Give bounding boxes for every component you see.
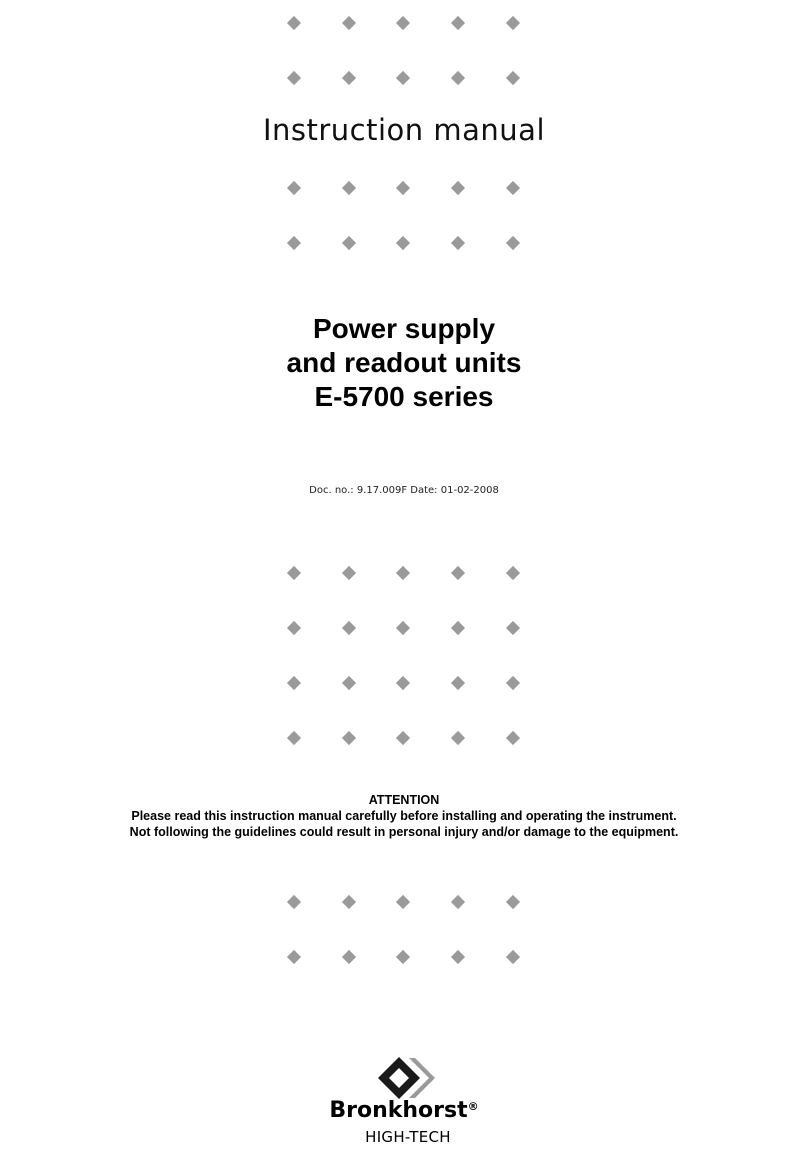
diamond-ornament <box>396 950 410 964</box>
brand-name: Bronkhorst <box>329 1098 468 1123</box>
diamond-ornament <box>396 181 410 195</box>
attention-line: Not following the guidelines could result in personal injury and/or damage to the equipment. <box>129 825 679 839</box>
title-line: and readout units <box>286 347 522 378</box>
diamond-ornament <box>396 566 410 580</box>
diamond-ornament <box>342 950 356 964</box>
registered-mark: ® <box>467 1100 479 1113</box>
attention-heading: ATTENTION <box>368 793 440 807</box>
diamond-ornament <box>451 950 465 964</box>
diamond-ornament <box>287 621 301 635</box>
diamond-ornament <box>396 895 410 909</box>
diamond-ornament <box>506 566 520 580</box>
diamond-ornament <box>506 16 520 30</box>
diamond-ornament <box>287 895 301 909</box>
diamond-ornament <box>342 16 356 30</box>
diamond-ornament <box>396 731 410 745</box>
diamond-ornament <box>342 895 356 909</box>
diamond-ornament <box>342 676 356 690</box>
diamond-ornament <box>396 676 410 690</box>
diamond-ornament <box>342 236 356 250</box>
diamond-ornament <box>451 676 465 690</box>
diamond-ornament <box>287 731 301 745</box>
diamond-ornament <box>451 621 465 635</box>
diamond-ornament <box>287 236 301 250</box>
diamond-ornament <box>396 16 410 30</box>
title-line: Power supply <box>312 313 496 344</box>
diamond-ornament <box>451 566 465 580</box>
diamond-row-3 <box>0 188 808 204</box>
diamond-ornament <box>396 621 410 635</box>
diamond-ornament <box>506 731 520 745</box>
diamond-ornament <box>451 181 465 195</box>
title-line: E-5700 series <box>314 381 494 412</box>
diamond-ornament <box>287 71 301 85</box>
diamond-ornament <box>506 895 520 909</box>
diamond-ornament <box>396 71 410 85</box>
diamond-row-4 <box>0 243 808 259</box>
diamond-ornament <box>451 236 465 250</box>
attention-line: Please read this instruction manual carefully before installing and operating the instrument. <box>131 809 677 823</box>
diamond-ornament <box>506 236 520 250</box>
diamond-ornament <box>287 16 301 30</box>
diamond-ornament <box>342 621 356 635</box>
diamond-ornament <box>451 71 465 85</box>
diamond-row-1 <box>0 23 808 39</box>
diamond-row-2 <box>0 78 808 94</box>
diamond-row-8 <box>0 738 808 754</box>
diamond-ornament <box>506 181 520 195</box>
diamond-ornament <box>342 731 356 745</box>
diamond-ornament <box>287 181 301 195</box>
diamond-ornament <box>451 895 465 909</box>
manual-heading: Instruction manual <box>262 113 546 147</box>
diamond-row-10 <box>0 957 808 973</box>
diamond-ornament <box>506 950 520 964</box>
document-title <box>0 312 808 414</box>
brand-mark-icon <box>375 1056 439 1100</box>
diamond-ornament <box>506 71 520 85</box>
diamond-row-6 <box>0 628 808 644</box>
diamond-row-7 <box>0 683 808 699</box>
diamond-ornament <box>287 566 301 580</box>
diamond-ornament <box>287 950 301 964</box>
brand-name-line <box>0 1098 808 1123</box>
diamond-ornament <box>342 71 356 85</box>
diamond-ornament <box>342 181 356 195</box>
diamond-ornament <box>396 236 410 250</box>
diamond-ornament <box>342 566 356 580</box>
document-number-and-date: Doc. no.: 9.17.009F Date: 01-02-2008 <box>309 485 499 496</box>
diamond-row-5 <box>0 573 808 589</box>
diamond-ornament <box>506 621 520 635</box>
diamond-ornament <box>287 676 301 690</box>
diamond-ornament <box>451 16 465 30</box>
diamond-ornament <box>506 676 520 690</box>
attention-notice <box>0 792 808 840</box>
diamond-row-9 <box>0 902 808 918</box>
diamond-ornament <box>451 731 465 745</box>
brand-tagline: HIGH-TECH <box>365 1128 451 1146</box>
